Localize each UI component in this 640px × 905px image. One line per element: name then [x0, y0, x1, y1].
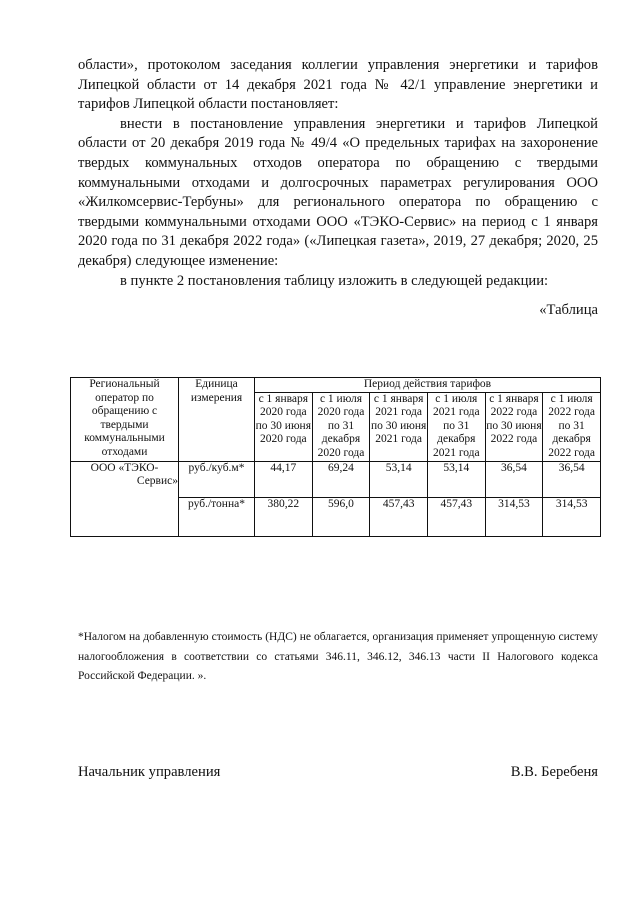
unit-cell: руб./куб.м* — [179, 461, 255, 497]
document-body — [78, 56, 598, 321]
point-2-paragraph: в пункте 2 постановления таблицу изложить в следующей редакции: — [120, 272, 549, 289]
period-cell: с 1 января 2022 года по 30 июня 2022 года — [485, 392, 543, 461]
period-cell: с 1 июля 2021 года по 31 декабря 2021 года — [427, 392, 485, 461]
header-operator: Региональный оператор по обращению с твердыми коммунальными отходами — [71, 378, 179, 462]
operator-name — [71, 461, 179, 536]
period-cell: с 1 января 2021 года по 30 июня 2021 года — [370, 392, 428, 461]
signatory-position: Начальник управления — [78, 764, 221, 780]
value-cell: 44,17 — [255, 461, 313, 497]
value-cell: 380,22 — [255, 497, 313, 536]
value-cell: 457,43 — [370, 497, 428, 536]
operator-name-line2: Сервис» — [136, 475, 178, 488]
header-unit: Единица измерения — [179, 378, 255, 462]
header-period: Период действия тарифов — [255, 378, 601, 393]
tariff-table — [70, 377, 601, 537]
signatory-name: В.В. Беребеня — [510, 764, 598, 780]
value-cell: 53,14 — [370, 461, 428, 497]
value-cell: 457,43 — [427, 497, 485, 536]
table-caption: «Таблица — [539, 302, 598, 319]
value-cell: 36,54 — [485, 461, 543, 497]
amendment-paragraph: внести в постановление управления энергетики и тарифов Липецкой области от 20 декабря 2019 года № 49/4 «О предельных тарифах на захоронение твердых коммунальных отходов оператора по обращению с твердыми коммунальными отходами и долгосрочных параметрах регулирования ООО «Жилкомсервис-Тербуны» для регионального оператора по обращению с твердыми коммунальными отходами ООО «ТЭКО-Сервис» на период с 1 января 2020 года по 31 декабря 2022 года» («Липецкая газета», 2019, 27 декабря; 2020, 25 декабря) следующее изменение: — [78, 115, 598, 269]
value-cell: 314,53 — [543, 497, 601, 536]
period-cell: с 1 июля 2020 года по 31 декабря 2020 года — [312, 392, 370, 461]
value-cell: 69,24 — [312, 461, 370, 497]
vat-footnote: *Налогом на добавленную стоимость (НДС) не облагается, организация применяет упрощенную систему налогообложения в соответствии со статьями 346.11, 346.12, 346.13 части II Налогового кодекса Российской Федерации. ». — [78, 631, 598, 682]
period-cell: с 1 января 2020 года по 30 июня 2020 года — [255, 392, 313, 461]
operator-name-line1: ООО «ТЭКО- — [90, 461, 159, 474]
intro-paragraph: области», протоколом заседания коллегии управления энергетики и тарифов Липецкой области от 14 декабря 2021 года № 42/1 управление энергетики и тарифов Липецкой области постановляет: — [78, 57, 598, 113]
value-cell: 53,14 — [427, 461, 485, 497]
value-cell: 314,53 — [485, 497, 543, 536]
table-header-row — [71, 378, 601, 393]
value-cell: 596,0 — [312, 497, 370, 536]
period-cell: с 1 июля 2022 года по 31 декабря 2022 года — [543, 392, 601, 461]
value-cell: 36,54 — [543, 461, 601, 497]
unit-cell: руб./тонна* — [179, 497, 255, 536]
table-row — [71, 461, 601, 497]
